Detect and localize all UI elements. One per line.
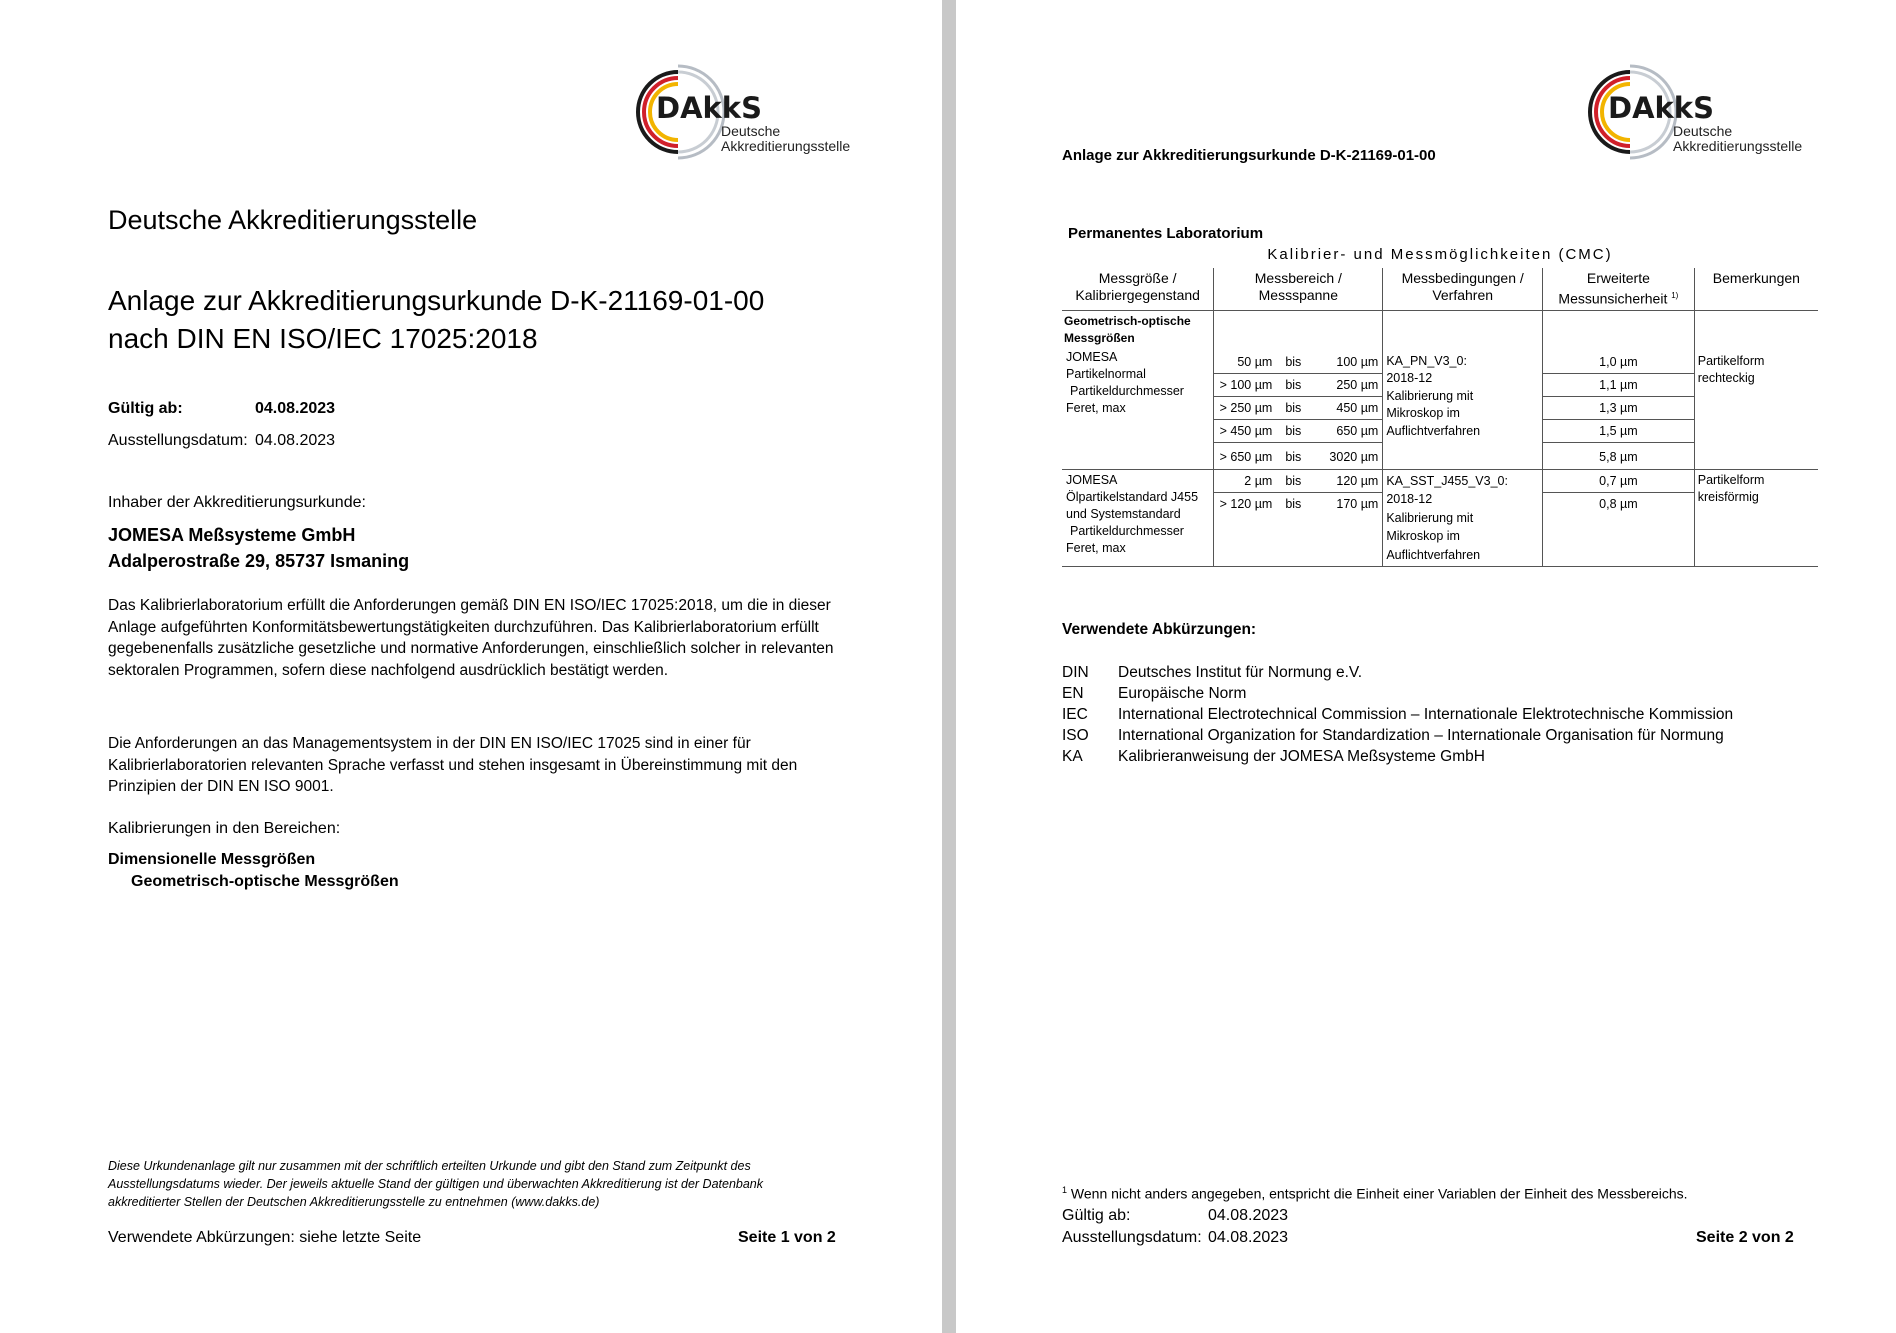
range-row: 2 µm bis 120 µm: [1214, 470, 1382, 493]
footer-page-number: Seite 2 von 2: [1696, 1229, 1794, 1246]
holder-address: Adalperostraße 29, 85737 Ismaning: [108, 551, 410, 571]
page-2: DAkkS Deutsche Akkreditierungsstelle Anlage zur Akkreditierungsurkunde D-K-21169-01-00 Permanentes Laboratorium Kalibrier- und Messmöglichkeiten (CMC) Messgröße / Kalibriergegenstand Messbereich / Messspanne Messbedingungen / Verfahren Erweiterte Messunsicherheit $^{1)}$ Bemerkungen Geometrisch-optische Messgrößen JOMESA Partikelnormal Partikeldurchmesser Feret, max 50 µm bis 100 µm > 100 µm bis 250 µm > 250 µm bis 450 µm > 450 µm bis 650 µm > 650 µm bis 3020 µm KA_PN_V3_0: 2018-12 Kalibrierung mit Mikroskop im Auflichtverfahren 1,0 µm 1,1 µm 1,3 µm 1,5 µm 5,8 µm Partikelform rechteckig JOMESA Ölpartikelstandard J455 und Systemstandard Partikeldurchmesser Feret, max 2 µm bis 120 µm > 120 µm bis 170 µm KA_SST_J455_V3_0: 2018-12 Kalibrierung mit Mikroskop im Auflichtverfahren 0,7 µm 0,8 µm Partikelform kreisförmig Verwendete Abkürzungen: DIN Deutsches Institut für Normung e.V. EN Europäische Norm IEC International Electrotechnical Commission – Internationale Elektrotechnische Kommission ISO International Organization for Standardization – Internationale Organisation für Normung KA Kalibrieranweisung der JOMESA Meßsysteme GmbH $^1$ Wenn nicht anders angegeben, entspricht die Einheit einer Variablen der Einheit des Messbereichs. Gültig ab: 04.08.2023 Ausstellungsdatum: 04.08.2023 Seite 2 von 2: [956, 0, 1896, 1333]
issue-label: Ausstellungsdatum:: [108, 432, 248, 449]
col-header-conditions: Messbedingungen / Verfahren: [1383, 268, 1543, 310]
org-heading: Deutsche Akkreditierungsstelle: [108, 205, 478, 235]
areas-label: Kalibrierungen in den Bereichen:: [108, 820, 341, 837]
valid-value: 04.08.2023: [255, 400, 336, 417]
valid-value: 04.08.2023: [1208, 1207, 1289, 1224]
range-row: > 250 µm bis 450 µm: [1214, 397, 1382, 420]
logo-brand: DAkkS: [1608, 91, 1714, 125]
holder-name: JOMESA Meßsysteme GmbH: [108, 525, 356, 545]
title-line-1: Anlage zur Akkreditierungsurkunde D-K-21169-01-00: [108, 285, 765, 316]
uncertainty-value: 1,3 µm: [1543, 397, 1694, 420]
cell-range: [1214, 310, 1383, 469]
holder-label: Inhaber der Akkreditierungsurkunde:: [108, 494, 366, 511]
cell-uncertainty: [1543, 469, 1695, 567]
uncertainty-value: 1,0 µm: [1543, 351, 1694, 374]
valid-label: Gültig ab:: [108, 400, 183, 417]
uncertainty-value: 1,1 µm: [1543, 374, 1694, 397]
logo-subtitle: Deutsche Akkreditierungsstelle: [721, 123, 851, 154]
footnote-validity: Diese Urkundenanlage gilt nur zusammen mit der schriftlich erteilten Urkunde und gibt den Stand zum Zeitpunkt des Ausstellungsdatums wieder. Der jeweils aktuelle Stand der gültigen und überwachten Akkreditierung ist der Datenbank akkreditierter Stellen der Deutschen Akkreditierungsstelle zu entnehmen (www.dakks.de): [108, 1159, 763, 1209]
issue-value: 04.08.2023: [255, 432, 336, 449]
section-label: Geometrisch-optische Messgrößen: [1064, 313, 1191, 345]
table-row: [1062, 310, 1818, 469]
footnote-units: $^1$ Wenn nicht anders angegeben, entspricht die Einheit einer Variablen der Einheit des Messbereichs.: [1062, 1185, 1688, 1202]
table-header-row: [1062, 268, 1818, 310]
area-main: Dimensionelle Messgrößen: [108, 851, 316, 868]
uncertainty-value: 0,8 µm: [1599, 496, 1638, 511]
header-title: Anlage zur Akkreditierungsurkunde D-K-21169-01-00: [1062, 147, 1436, 164]
logo-subtitle: Deutsche Akkreditierungsstelle: [1673, 123, 1803, 154]
uncertainty-value: 5,8 µm: [1599, 449, 1638, 464]
abbreviations-title: Verwendete Abkürzungen:: [1062, 621, 1257, 638]
dakks-logo: [1580, 62, 1820, 162]
footer-abbreviations-note: Verwendete Abkürzungen: siehe letzte Seite: [108, 1229, 422, 1246]
cmc-table: [1062, 268, 1818, 567]
paragraph-requirements: Das Kalibrierlaboratorium erfüllt die Anforderungen gemäß DIN EN ISO/IEC 17025:2018, um die in dieser Anlage aufgeführten Konformitätsbewertungstätigkeiten durchzuführen. Das Kalibrierlaboratorium erfüllt gegebenenfalls zusätzliche gesetzliche und normative Anforderungen, einschließlich solcher in relevanten sektoralen Programmen, sofern diese nachfolgend ausdrücklich bestätigt werden.: [108, 597, 834, 679]
cell-uncertainty: [1543, 310, 1695, 469]
page-1: [0, 0, 942, 1333]
lab-label: Permanentes Laboratorium: [1068, 225, 1264, 242]
table-row: [1062, 469, 1818, 567]
cell-remarks: Partikelform kreisförmig: [1694, 469, 1818, 567]
col-header-quantity: Messgröße / Kalibriergegenstand: [1062, 268, 1214, 310]
cell-remarks: Partikelform rechteckig: [1694, 310, 1818, 469]
area-sub: Geometrisch-optische Messgrößen: [131, 873, 399, 890]
range-row: > 450 µm bis 650 µm: [1214, 420, 1382, 443]
uncertainty-value: 1,5 µm: [1543, 420, 1694, 443]
page-title: [108, 282, 764, 358]
cell-conditions: KA_SST_J455_V3_0: 2018-12 Kalibrierung mit Mikroskop im Auflichtverfahren: [1383, 469, 1543, 567]
col-header-remarks: Bemerkungen: [1694, 268, 1818, 310]
col-header-uncertainty: Erweiterte Messunsicherheit $^{1)}$: [1543, 268, 1695, 310]
col-header-range: Messbereich / Messspanne: [1214, 268, 1383, 310]
range-row: > 100 µm bis 250 µm: [1214, 374, 1382, 397]
logo-brand: DAkkS: [656, 91, 762, 125]
valid-label: Gültig ab:: [1062, 1207, 1131, 1224]
range-row: > 650 µm bis 3020 µm: [1219, 449, 1379, 464]
uncertainty-value: 0,7 µm: [1543, 470, 1694, 493]
paragraph-management: Die Anforderungen an das Managementsystem in der DIN EN ISO/IEC 17025 sind in einer für Kalibrierlaboratorien relevanten Sprache verfasst und stehen insgesamt in Übereinstimmung mit den Prinzipien der DIN EN ISO 9001.: [108, 735, 798, 795]
cell-quantity: Geometrisch-optische Messgrößen JOMESA Partikelnormal Partikeldurchmesser Feret, max: [1062, 310, 1214, 469]
dakks-logo: [628, 62, 868, 162]
range-row: 50 µm bis 100 µm: [1214, 351, 1382, 374]
cell-quantity: JOMESA Ölpartikelstandard J455 und Systemstandard Partikeldurchmesser Feret, max: [1062, 469, 1214, 567]
footer-page-number: Seite 1 von 2: [738, 1229, 836, 1246]
issue-label: Ausstellungsdatum:: [1062, 1229, 1202, 1246]
cell-conditions: KA_PN_V3_0: 2018-12 Kalibrierung mit Mikroskop im Auflichtverfahren: [1383, 310, 1543, 469]
title-line-2: nach DIN EN ISO/IEC 17025:2018: [108, 323, 538, 354]
cell-range: [1214, 469, 1383, 567]
range-row: > 120 µm bis 170 µm: [1219, 496, 1379, 511]
issue-value: 04.08.2023: [1208, 1229, 1289, 1246]
table-caption: Kalibrier- und Messmöglichkeiten (CMC): [1267, 246, 1613, 263]
